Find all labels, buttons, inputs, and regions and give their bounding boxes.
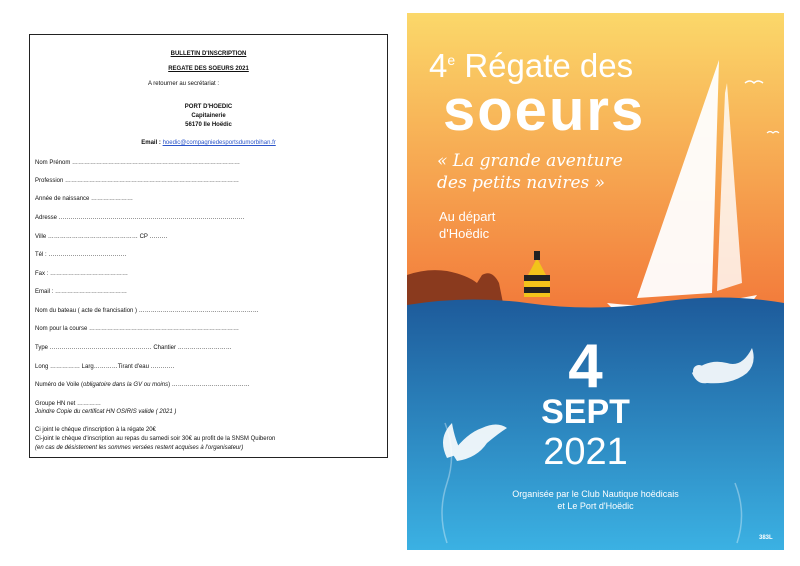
poster-title: soeurs — [443, 78, 646, 143]
poster-credit: 383L — [759, 535, 773, 541]
address-line-1: PORT D'HOEDIC — [184, 104, 233, 110]
cheque-repas: Ci-joint le chèque d'inscription au repas du samedi soir 30€ au profit de la SNSM Quiberon — [35, 436, 276, 442]
poster-depart-2: d'Hoëdic — [439, 226, 490, 241]
email-line — [30, 140, 387, 146]
poster-quote-1: « La grande aventure — [437, 151, 623, 171]
poster-year: 2021 — [543, 431, 628, 473]
email-link[interactable]: hoedic@compagniedesportsdumorbihan.fr — [162, 140, 276, 146]
desistement-note: (en cas de désistement les sommes versées restent acquises à l'organisateur) — [35, 445, 244, 451]
registration-form — [29, 34, 388, 458]
copie-certificat-note: Joindre Copie du certificat HN OSIRIS valide ( 2021 ) — [35, 409, 177, 415]
field-adresse: Adresse ………………………………………………………………………………… — [35, 215, 245, 221]
field-nom-bateau: Nom du bateau ( acte de francisation ) …………………………………………………… — [35, 308, 259, 314]
return-to-text: A retourner au secrétariat : — [147, 81, 220, 87]
cheque-regate: Ci joint le chéque d'inscription à la régate 20€ — [35, 427, 156, 433]
email-label: Email : — [141, 140, 161, 146]
field-fax: Fax : ………………………………… — [35, 271, 129, 277]
poster-quote-2: des petits navires » — [437, 173, 606, 193]
regatta-poster — [407, 13, 784, 550]
poster-day: 4 — [568, 332, 603, 401]
poster-organizer-1: Organisée par le Club Nautique hoëdicais — [512, 489, 679, 499]
field-numero-voile: Numéro de Voile (obligatoire dans la GV ou moins) ………………………………… — [35, 382, 250, 388]
field-dimensions: Long …………… Larg…………Tirant d'eau ………… — [35, 364, 175, 370]
field-ville-cp: Ville ……………………………………… CP ……… — [35, 234, 168, 240]
form-subtitle: REGATE DES SOEURS 2021 — [168, 66, 249, 72]
field-nom-prenom: Nom Prénom ………………………………………………………………………… — [35, 160, 241, 166]
address-line-2: Capitainerie — [191, 113, 226, 119]
field-annee-naissance: Année de naissance ………………… — [35, 196, 134, 202]
form-title: BULLETIN D'INSCRIPTION — [170, 51, 247, 57]
field-type-chantier: Type …………………………………………… Chantier ……………………… — [35, 345, 232, 351]
poster-edition: 4e Régate des — [429, 47, 634, 84]
address-line-3: 56170 Ile Hoëdic — [185, 122, 232, 128]
poster-month: SEPT — [541, 393, 630, 431]
field-tel: Tél : ………………………………… — [35, 252, 127, 258]
poster-organizer-2: et Le Port d'Hoëdic — [557, 501, 634, 511]
field-profession: Profession …………………………………………………………………………… — [35, 178, 240, 184]
field-nom-course: Nom pour la course ………………………………………………………………… — [35, 326, 240, 332]
field-groupe-hn: Groupe HN net ………… — [35, 401, 102, 407]
field-email: Email : ……………………………… — [35, 289, 128, 295]
poster-depart-1: Au départ — [439, 209, 496, 224]
